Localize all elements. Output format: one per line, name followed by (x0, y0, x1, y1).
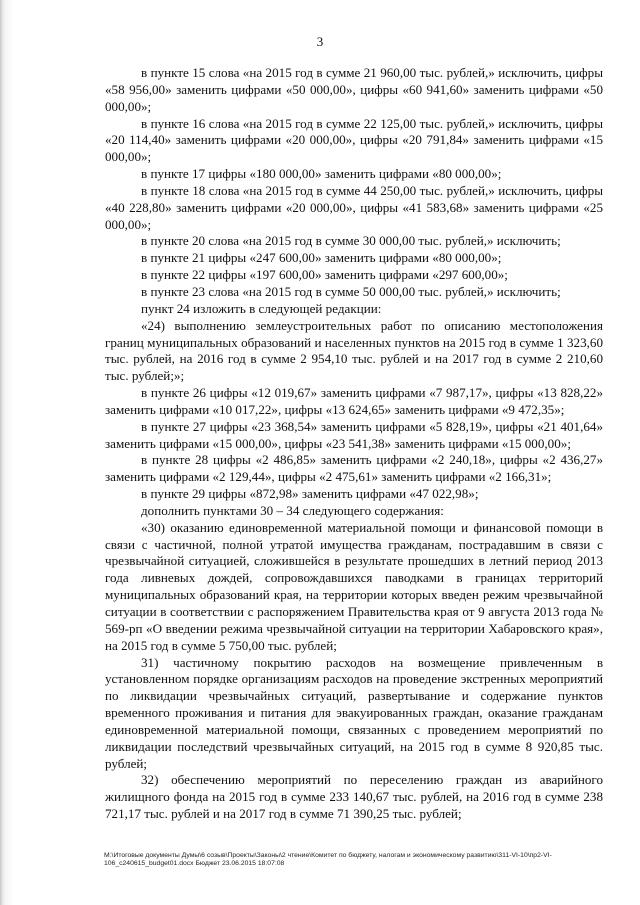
paragraph-item-31: 31) частичному покрытию расходов на возмещение привлеченным в установленном порядке организациям расходов на проведение экстренных мероприятий по ликвидации чрезвычайных ситуаций, развертывание и содержание пунктов временного проживания и питания для эвакуированных граждан, оказание гражданам единовременной материальной помощи, связанных с проведением мероприятий по ликвидации последствий чрезвычайных ситуаций, на 2015 год в сумме 8 920,85 тыс. рублей; (105, 654, 603, 771)
paragraph-item-17: в пункте 17 цифры «180 000,00» заменить цифрами «80 000,00»; (141, 166, 502, 182)
paragraph-item-22: в пункте 22 цифры «197 600,00» заменить цифрами «297 600,00»; (141, 267, 508, 283)
paragraph-item-29: в пункте 29 цифры «872,98» заменить цифрами «47 022,98»; (141, 486, 479, 502)
scan-edge-shadow (0, 0, 14, 905)
paragraph-item-18: в пункте 18 слова «на 2015 год в сумме 44 250,00 тыс. рублей,» исключить, цифры «40 228,80» заменить цифрами «20 000,00», цифры «41 583,68» заменить цифрами «25 000,00»; (105, 182, 603, 232)
paragraph-item-15: в пункте 15 слова «на 2015 год в сумме 21 960,00 тыс. рублей,» исключить, цифры «58 956,00» заменить цифрами «50 000,00», цифры «60 941,60» заменить цифрами «50 000,00»; (105, 65, 603, 114)
paragraph-item-24-intro: пункт 24 изложить в следующей редакции: (141, 300, 382, 316)
paragraph-add-items-intro: дополнить пунктами 30 – 34 следующего содержания: (141, 502, 444, 518)
paragraph-item-26: в пункте 26 цифры «12 019,67» заменить цифрами «7 987,17», цифры «13 828,22» заменить цифрами «10 017,22», цифры «13 624,65» заменить цифрами «9 472,35»; (105, 385, 603, 417)
page-number: 3 (316, 34, 324, 49)
file-path-footer: M:\Итоговые документы Думы\6 созыв\Проекты\Законы\2 чтение\Комитет по бюджету, налогам и экономическому развитию\311-VI-10\пр2-VI-106_с240615_budget01.docx Бюджет 23.06.2015 18:07:08 (104, 852, 552, 868)
paragraph-item-20: в пункте 20 слова «на 2015 год в сумме 30 000,00 тыс. рублей,» исключить; (141, 233, 561, 249)
paragraph-item-30: «30) оказанию единовременной материальной помощи и финансовой помощи в связи с частичной, полной утратой имущества гражданам, пострадавшим в связи с чрезвычайной ситуацией, сложившейся в результате прошедших в летний период 2013 года ливневых дождей, сопровождавшихся паводками в границах территорий муниципальных образований края, на территории которых введен режим чрезвычайной ситуации в соответствии с распоряжением Правительства края от 9 августа 2013 года № 569-рп «О введении режима чрезвычайной ситуации на территории Хабаровского края», на 2015 год в сумме 5 750,00 тыс. рублей; (105, 519, 603, 653)
paragraph-item-23: в пункте 23 слова «на 2015 год в сумме 50 000,00 тыс. рублей,» исключить; (141, 283, 561, 299)
paragraph-item-27: в пункте 27 цифры «23 368,54» заменить цифрами «5 828,19», цифры «21 401,64» заменить цифрами «15 000,00», цифры «23 541,38» заменить цифрами «15 000,00»; (105, 418, 603, 451)
document-body (105, 65, 603, 823)
paragraph-item-32: 32) обеспечению мероприятий по переселению граждан из аварийного жилищного фонда на 2015 год в сумме 233 140,67 тыс. рублей, на 2016 год в сумме 238 721,17 тыс. рублей и на 2017 год в сумме 71 390,25 тыс. рублей; (105, 772, 603, 822)
paragraph-item-16: в пункте 16 слова «на 2015 год в сумме 22 125,00 тыс. рублей,» исключить, цифры «20 114,40» заменить цифрами «20 000,00», цифры «20 791,84» заменить цифрами «15 000,00»; (105, 115, 603, 165)
paragraph-item-28: в пункте 28 цифры «2 486,85» заменить цифрами «2 240,18», цифры «2 436,27» заменить цифрами «2 129,44», цифры «2 475,61» заменить цифрами «2 166,31»; (105, 452, 603, 485)
paragraph-item-24-text: «24) выполнению землеустроительных работ по описанию местоположения границ муниципальных образований и населенных пунктов на 2015 год в сумме 1 323,60 тыс. рублей, на 2016 год в сумме 2 954,10 тыс. рублей и на 2017 год в сумме 2 210,60 тыс. рублей;»; (105, 317, 603, 384)
paragraph-item-21: в пункте 21 цифры «247 600,00» заменить цифрами «80 000,00»; (141, 250, 502, 266)
